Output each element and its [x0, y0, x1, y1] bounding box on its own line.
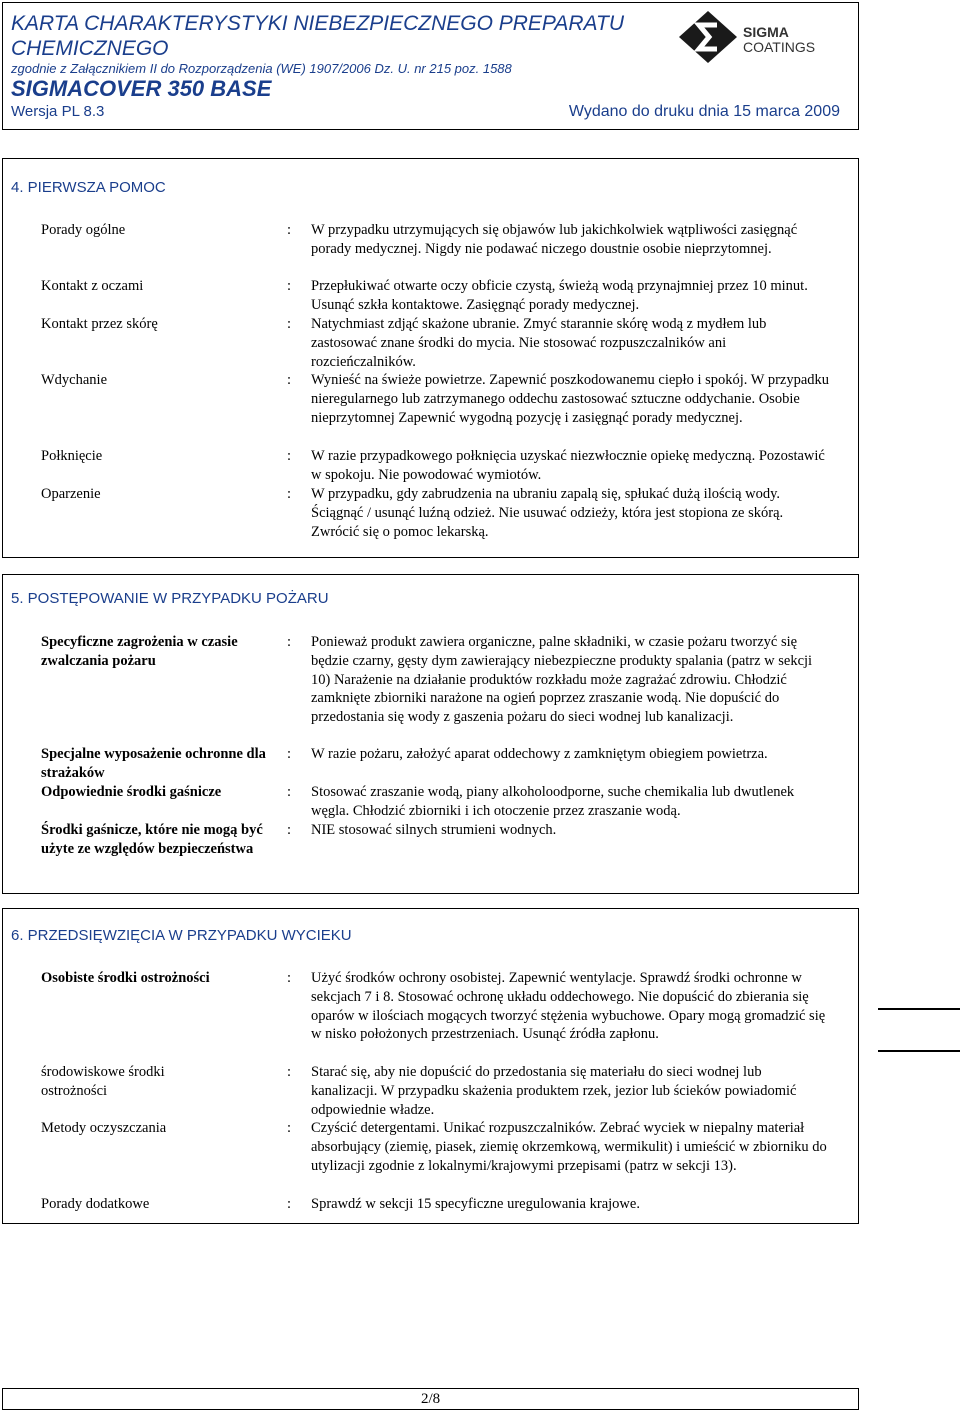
page-footer: [2, 1388, 859, 1410]
list-item: Specyficzne zagrożenia w czasie zwalczania pożaru : Ponieważ produkt zawiera organiczne, palne składniki, w czasie pożaru tworzyć się będzie czarny, gęsty dym zawierający niebezpieczne produkty spalania (patrz w sekcji 10) Narażenie na działanie produktów rozkładu może zagrażać zdrowiu. Chłodzić zamknięte zbiorniki narażone na ogień poprzez zraszanie wodą. Nie dopuścić do przedostania się wody z gaszenia pożaru do sieci wodnej lub kanalizacji.: [41, 633, 831, 745]
section-title: 6. PRZEDSIĘWZIĘCIA W PRZYPADKU WYCIEKU: [11, 927, 352, 944]
row-label: Metody oczyszczania: [41, 1120, 167, 1136]
list-item: Środki gaśnicze, które nie mogą być użyte ze względów bezpieczeństwa : NIE stosować silnych strumieni wodnych.: [41, 821, 831, 881]
version-label: Wersja PL 8.3: [11, 103, 105, 120]
row-value: Natychmiast zdjąć skażone ubranie. Zmyć starannie skórę wodą z mydłem lub zastosować znane środki do mycia. Nie stosować rozpuszczalników ani rozcieńczalników.: [311, 316, 767, 370]
row-value: Czyścić detergentami. Unikać rozpuszczalników. Zebrać wyciek w niepalny materiał absorbujący (ziemię, piasek, ziemię okrzemkową, wermikulit) i umieścić w zbiorniku do utylizacji zgodnie z lokalnymi/krajowymi przepisami (patrz w sekcji 13).: [311, 1120, 827, 1174]
logo-text-sigma: SIGMA: [743, 24, 789, 40]
row-value: W razie pożaru, założyć aparat oddechowy z zamkniętym obiegiem powietrza.: [311, 746, 768, 762]
row-value: W przypadku, gdy zabrudzenia na ubraniu zapalą się, spłukać dużą ilością wody. Ściągnąć / usunąć luźną odzież. Nie usuwać odzieży, która jest stopiona ze skórą. Zwrócić się o pomoc lekarską.: [311, 486, 784, 540]
document-title: KARTA CHARAKTERYSTYKI NIEBEZPIECZNEGO PREPARATU CHEMICZNEGO: [11, 12, 624, 60]
section-first-aid: [2, 158, 859, 558]
list-item: Kontakt z oczami : Przepłukiwać otwarte oczy obficie czystą, świeżą wodą przynajmniej przez 10 minut. Usunąć szkła kontaktowe. Zasięgnąć porady medycznej.: [41, 277, 831, 315]
revision-marker-line: [878, 1050, 960, 1052]
list-item: Kontakt przez skórę : Natychmiast zdjąć skażone ubranie. Zmyć starannie skórę wodą z mydłem lub zastosować znane środki do mycia. Nie stosować rozpuszczalników ani rozcieńczalników.: [41, 315, 831, 371]
list-item: Specjalne wyposażenie ochronne dla strażaków : W razie pożaru, założyć aparat oddechowy z zamkniętym obiegiem powietrza.: [41, 745, 831, 783]
section-fire-fighting: [2, 574, 859, 894]
logo-text-coatings: COATINGS: [743, 39, 816, 55]
row-value: W przypadku utrzymujących się objawów lub jakichkolwiek wątpliwości zasięgnąć porady medycznej. Nigdy nie podawać niczego doustnie osobie nieprzytomnej.: [311, 222, 798, 257]
list-item: Porady dodatkowe : Sprawdź w sekcji 15 specyficzne uregulowania krajowe.: [41, 1195, 831, 1215]
row-label: Osobiste środki ostrożności: [41, 970, 210, 986]
row-label: Połknięcie: [41, 448, 103, 464]
section-accidental-release: [2, 908, 859, 1224]
product-name: SIGMACOVER 350 BASE: [11, 76, 272, 101]
page-number: 2/8: [421, 1391, 441, 1407]
sigma-logo-icon: [679, 11, 737, 63]
regulation-reference: zgodnie z Załącznikiem II do Rozporządzenia (WE) 1907/2006 Dz. U. nr 215 poz. 1588: [11, 61, 512, 76]
row-value: W razie przypadkowego połknięcia uzyskać niezwłocznie opiekę medyczną. Pozostawić w spokoju. Nie powodować wymiotów.: [311, 448, 825, 483]
sigma-coatings-logo: [679, 11, 849, 63]
list-item: Wdychanie : Wynieść na świeże powietrze. Zapewnić poszkodowanemu ciepło i spokój. W przypadku nieregularnego lub zatrzymanego oddechu zastosować sztuczne oddychanie. Osobie nieprzytomnej Zapewnić wygodną pozycję i zasięgnąć porady medycznej.: [41, 372, 830, 426]
row-label: środowiskowe środki ostrożności: [41, 1064, 165, 1099]
row-value: Ponieważ produkt zawiera organiczne, palne składniki, w czasie pożaru tworzyć się będzie czarny, gęsty dym zawierający niebezpieczne produkty spalania (patrz w sekcji 10) Narażenie na działanie produktów rozkładu może zagrażać zdrowiu. Chłodzić zamknięte zbiorniki narażone na ogień poprzez zraszanie wodą. Nie dopuścić do przedostania się wody z gaszenia pożaru do sieci wodnej lub kanalizacji.: [311, 634, 813, 726]
row-label: Środki gaśnicze, które nie mogą być użyte ze względów bezpieczeństwa: [41, 822, 263, 857]
list-item: Odpowiednie środki gaśnicze : Stosować zraszanie wodą, piany alkoholoodporne, suche chemikalia lub dwutlenek węgla. Chłodzić zbiorniki i ich otoczenie przez zraszanie wodą.: [41, 783, 831, 821]
list-item: środowiskowe środki ostrożności : Starać się, aby nie dopuścić do przedostania się materiału do sieci wodnej lub kanalizacji. W przypadku skażenia produktem rzek, jezior lub ścieków powiadomić odpowiednie władze.: [41, 1063, 831, 1119]
row-label: Kontakt przez skórę: [41, 316, 158, 332]
list-item: Oparzenie : W przypadku, gdy zabrudzenia na ubraniu zapalą się, spłukać dużą ilością wody. Ściągnąć / usunąć luźną odzież. Nie usuwać odzieży, która jest stopiona ze skórą. Zwrócić się o pomoc lekarską.: [41, 485, 831, 543]
section-title: 5. POSTĘPOWANIE W PRZYPADKU POŻARU: [11, 590, 329, 607]
list-item: Osobiste środki ostrożności : Użyć środków ochrony osobistej. Zapewnić wentylacje. Sprawdź środki ochronne w sekcjach 7 i 8. Stosować ochronę układu oddechowego. Nie dopuścić do zbierania się oparów w ilościach mogących tworzyć stężenia wybuchowe. Opary mogą gromadzić się w nisko położonych przestrzeniach. Usunąć źródła zapłonu.: [41, 969, 831, 1063]
row-label: Odpowiednie środki gaśnicze: [41, 784, 222, 800]
document-header: [2, 2, 859, 130]
row-label: Porady ogólne: [41, 222, 126, 238]
row-value: Starać się, aby nie dopuścić do przedostania się materiału do sieci wodnej lub kanalizacji. W przypadku skażenia produktem rzek, jezior lub ścieków powiadomić odpowiednie władze.: [311, 1064, 797, 1118]
list-item: Metody oczyszczania : Czyścić detergentami. Unikać rozpuszczalników. Zebrać wyciek w niepalny materiał absorbujący (ziemię, piasek, ziemię okrzemkową, wermikulit) i umieścić w zbiorniku do utylizacji zgodnie z lokalnymi/krajowymi przepisami (patrz w sekcji 13).: [41, 1119, 831, 1195]
row-label: Kontakt z oczami: [41, 278, 144, 294]
row-label: Specjalne wyposażenie ochronne dla strażaków: [41, 746, 266, 781]
row-label: Porady dodatkowe: [41, 1196, 150, 1212]
section-title: 4. PIERWSZA POMOC: [11, 179, 166, 196]
row-value: Wynieść na świeże powietrze. Zapewnić poszkodowanemu ciepło i spokój. W przypadku nieregularnego lub zatrzymanego oddechu zastosować sztuczne oddychanie. Osobie nieprzytomnej Zapewnić wygodną pozycję i zasięgnąć porady medycznej.: [311, 372, 830, 426]
row-label: Specyficzne zagrożenia w czasie zwalczania pożaru: [41, 634, 238, 669]
row-value: Sprawdź w sekcji 15 specyficzne uregulowania krajowe.: [311, 1196, 640, 1212]
list-item: Połknięcie : W razie przypadkowego połknięcia uzyskać niezwłocznie opiekę medyczną. Pozostawić w spokoju. Nie powodować wymiotów.: [41, 447, 831, 485]
row-value: NIE stosować silnych strumieni wodnych.: [311, 822, 557, 838]
revision-marker-line: [878, 1008, 960, 1010]
row-label: Wdychanie: [41, 372, 108, 388]
row-value: Stosować zraszanie wodą, piany alkoholoodporne, suche chemikalia lub dwutlenek węgla. Chłodzić zbiorniki i ich otoczenie przez zraszanie wodą.: [311, 784, 795, 819]
list-item: Porady ogólne : W przypadku utrzymujących się objawów lub jakichkolwiek wątpliwości zasięgnąć porady medycznej. Nigdy nie podawać niczego doustnie osobie nieprzytomnej.: [41, 221, 831, 277]
row-value: Użyć środków ochrony osobistej. Zapewnić wentylacje. Sprawdź środki ochronne w sekcjach 7 i 8. Stosować ochronę układu oddechowego. Nie dopuścić do zbierania się oparów w ilościach mogących tworzyć stężenia wybuchowe. Opary mogą gromadzić się w nisko położonych przestrzeniach. Usunąć źródła zapłonu.: [311, 970, 826, 1043]
row-label: Oparzenie: [41, 486, 101, 502]
row-value: Przepłukiwać otwarte oczy obficie czystą, świeżą wodą przynajmniej przez 10 minut. Usunąć szkła kontaktowe. Zasięgnąć porady medycznej.: [311, 278, 808, 313]
issue-date: Wydano do druku dnia 15 marca 2009: [568, 103, 840, 120]
